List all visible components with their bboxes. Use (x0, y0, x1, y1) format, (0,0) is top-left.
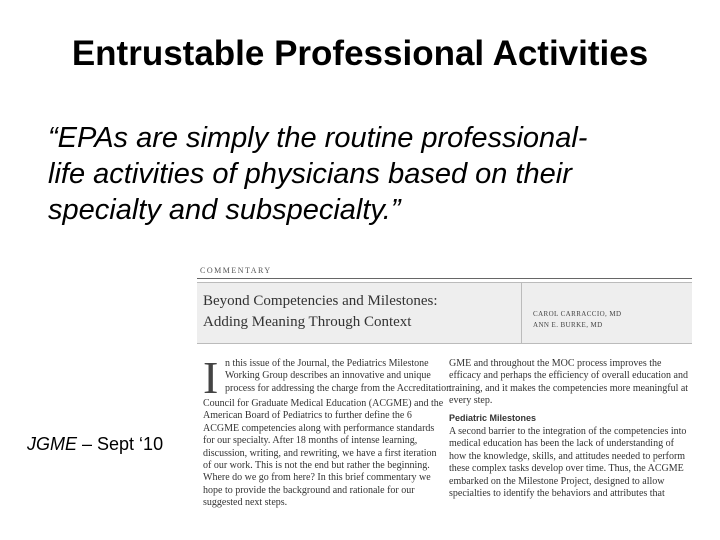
article-line: hope to provide the background and rationale for our (203, 484, 415, 496)
article-line: Working Group describes an innovative and unique (225, 370, 431, 382)
slide-title: Entrustable Professional Activities (71, 34, 649, 73)
article-line: A second barrier to the integration of the competencies into (449, 426, 687, 438)
article-line: of our work. This is not the end but rather the beginning. (203, 460, 430, 472)
epa-quote (48, 120, 688, 228)
article-line: these complex tasks develop over time. Thus, the ACGME (449, 463, 684, 475)
article-line: every step. (449, 395, 493, 407)
article-authors (533, 309, 621, 331)
article-line: suggested next steps. (203, 497, 288, 509)
article-line: process for addressing the charge from the Accreditation (225, 382, 452, 394)
divider (197, 278, 692, 279)
article-section-heading: Pediatric Milestones (449, 412, 537, 423)
article-title (203, 291, 515, 333)
quote-line: specialty and subspecialty.” (48, 194, 401, 226)
caption-date: – Sept ‘10 (77, 434, 164, 454)
article-title-line: Beyond Competencies and Milestones: (203, 293, 438, 309)
article-title-line: Adding Meaning Through Context (203, 314, 412, 330)
quote-line: life activities of physicians based on their (48, 158, 572, 190)
article-line: efficacy and perhaps the efficiency of overall education and (449, 370, 688, 382)
source-caption (27, 434, 163, 455)
dropcap: I (203, 352, 219, 403)
article-column-right (449, 358, 689, 500)
article-clipping (197, 262, 692, 510)
article-line: for our specialty. After 18 months of intense learning, (203, 435, 418, 447)
article-line: embarked on the Milestone Project, designed to allow (449, 475, 665, 487)
article-line: medical education has been the lack of understanding of (449, 438, 674, 450)
article-line: discussion, writing, and rewriting, we have a first iteration (203, 447, 437, 459)
dropcap-lines (225, 358, 451, 398)
article-line: training, and it makes the competencies more meaningful at (449, 382, 689, 394)
article-title-box (197, 282, 692, 344)
article-line: ACGME competencies along with performance standards (203, 422, 435, 434)
caption-journal: JGME (27, 434, 78, 454)
article-column-left (203, 352, 452, 510)
dropcap-paragraph (203, 352, 452, 403)
article-line: Council for Graduate Medical Education (ACGME) and the (203, 398, 443, 409)
article-line: American Board of Pediatrics to further define the 6 (203, 410, 412, 422)
article-line: how the knowledge, skills, and attitudes needed to perform (449, 450, 686, 462)
article-line: n this issue of the Journal, the Pediatrics Milestone (225, 358, 429, 369)
quote-line: “EPAs are simply the routine professional- (48, 122, 588, 154)
article-line: Where do we go from here? In this brief commentary we (203, 472, 431, 484)
author-name: CAROL CARRACCIO, MD (533, 310, 622, 318)
article-section-label: COMMENTARY (200, 266, 272, 275)
article-line: GME and throughout the MOC process improves the (449, 358, 662, 369)
article-line: specialties to identify the behaviors and attributes that (449, 488, 665, 500)
divider (521, 283, 522, 343)
author-name: ANN E. BURKE, MD (533, 321, 603, 329)
